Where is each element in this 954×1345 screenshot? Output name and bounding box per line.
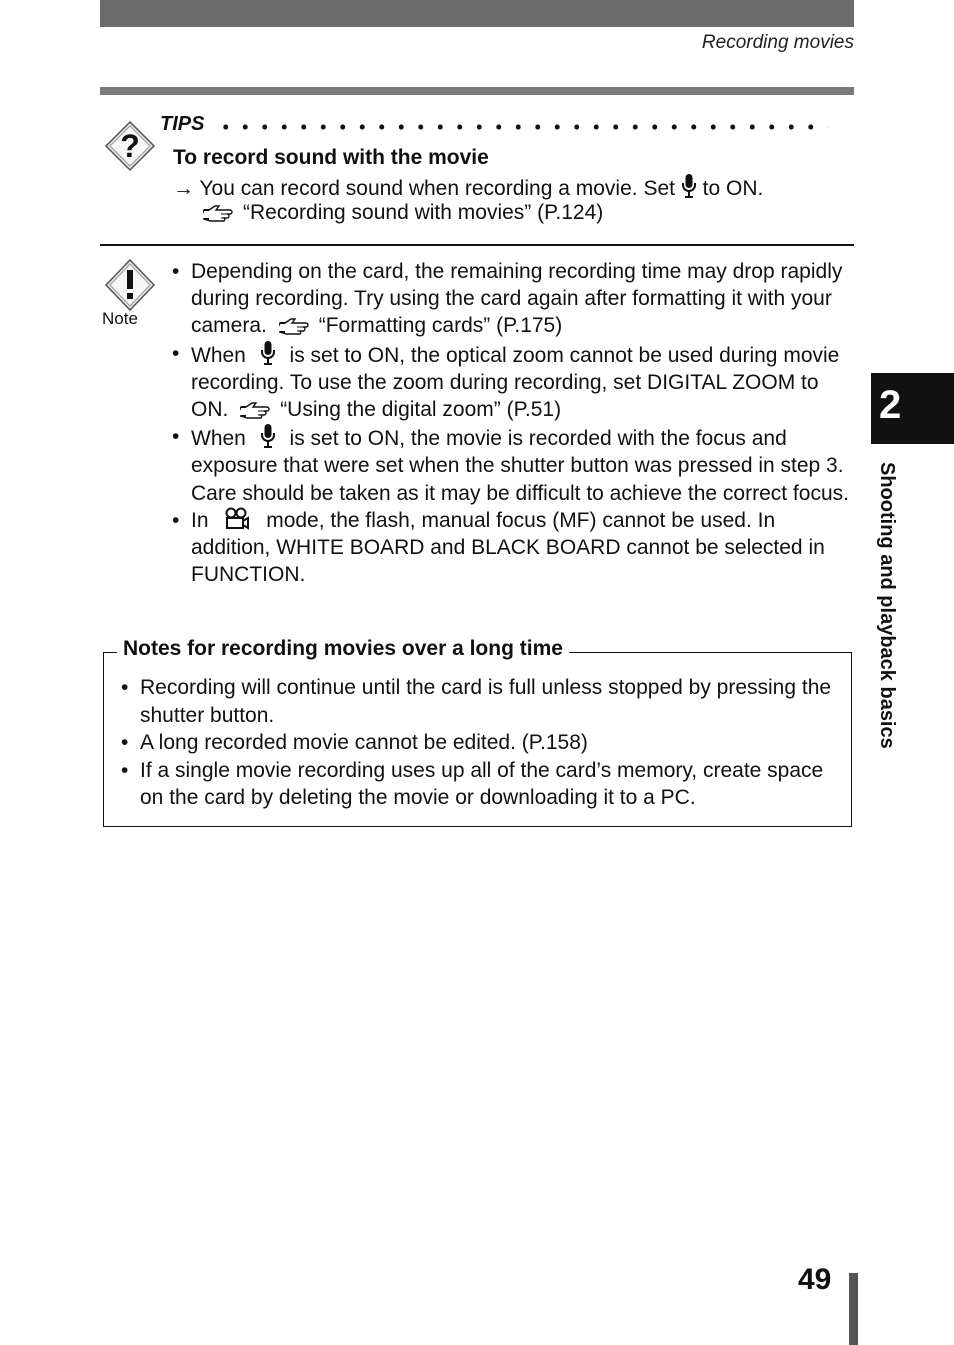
list-item: • If a single movie recording uses up all of the card’s memory, create space on the card by deleting the movie or downloading it to a PC. bbox=[119, 757, 839, 812]
section-title: Recording movies bbox=[701, 32, 854, 53]
list-item: • Depending on the card, the remaining recording time may drop rapidly during recording. Try using the card again after formatting it with your camera. “Formatting cards” (P.175) bbox=[170, 258, 854, 340]
list-item: • Recording will continue until the card is full unless stopped by pressing the shutter button. bbox=[119, 674, 839, 729]
svg-text:?: ? bbox=[120, 128, 140, 164]
list-item: • When is set to ON, the movie is recorded with the focus and exposure that were set when the shutter button was pressed in step 3. Care should be taken as it may be difficult to achieve the correct focus. bbox=[170, 423, 854, 507]
list-item: • When is set to ON, the optical zoom cannot be used during movie recording. To use the zoom during recording, set DIGITAL ZOOM to ON. “Using the digital zoom” (P.51) bbox=[170, 340, 854, 424]
list-item: • A long recorded movie cannot be edited. (P.158) bbox=[119, 729, 839, 757]
exclamation-diamond-icon bbox=[104, 258, 156, 312]
list-item: • In mode, the flash, manual focus (MF) cannot be used. In addition, WHITE BOARD and BLACK BOARD cannot be selected in FUNCTION. bbox=[170, 507, 854, 589]
divider-rule bbox=[100, 244, 854, 246]
arrow-symbol: → bbox=[173, 177, 194, 200]
microphone-icon bbox=[681, 173, 697, 199]
reference-hand-icon bbox=[203, 204, 237, 222]
microphone-icon bbox=[260, 340, 276, 366]
note-label: Note bbox=[102, 309, 138, 328]
movie-camera-icon bbox=[224, 507, 250, 531]
question-diamond-icon bbox=[104, 120, 156, 172]
tips-heading: To record sound with the movie bbox=[173, 146, 489, 169]
page-number: 49 bbox=[798, 1263, 832, 1296]
tips-dotted-leader bbox=[216, 124, 828, 130]
reference-hand-icon bbox=[240, 401, 274, 419]
tips-reference: “Recording sound with movies” (P.124) bbox=[203, 201, 603, 225]
header-bar bbox=[100, 0, 854, 27]
page-number-bar bbox=[849, 1273, 858, 1345]
header-rule bbox=[100, 87, 854, 95]
tips-text: → You can record sound when recording a movie. Set to ON. bbox=[173, 173, 763, 201]
chapter-title: Shooting and playback basics bbox=[876, 462, 898, 749]
chapter-number: 2 bbox=[879, 383, 902, 427]
microphone-icon bbox=[260, 423, 276, 449]
box-list bbox=[119, 674, 839, 812]
note-list bbox=[170, 258, 854, 588]
box-title: Notes for recording movies over a long time bbox=[117, 637, 569, 661]
reference-hand-icon bbox=[279, 317, 313, 335]
tips-label: TIPS bbox=[160, 113, 205, 135]
